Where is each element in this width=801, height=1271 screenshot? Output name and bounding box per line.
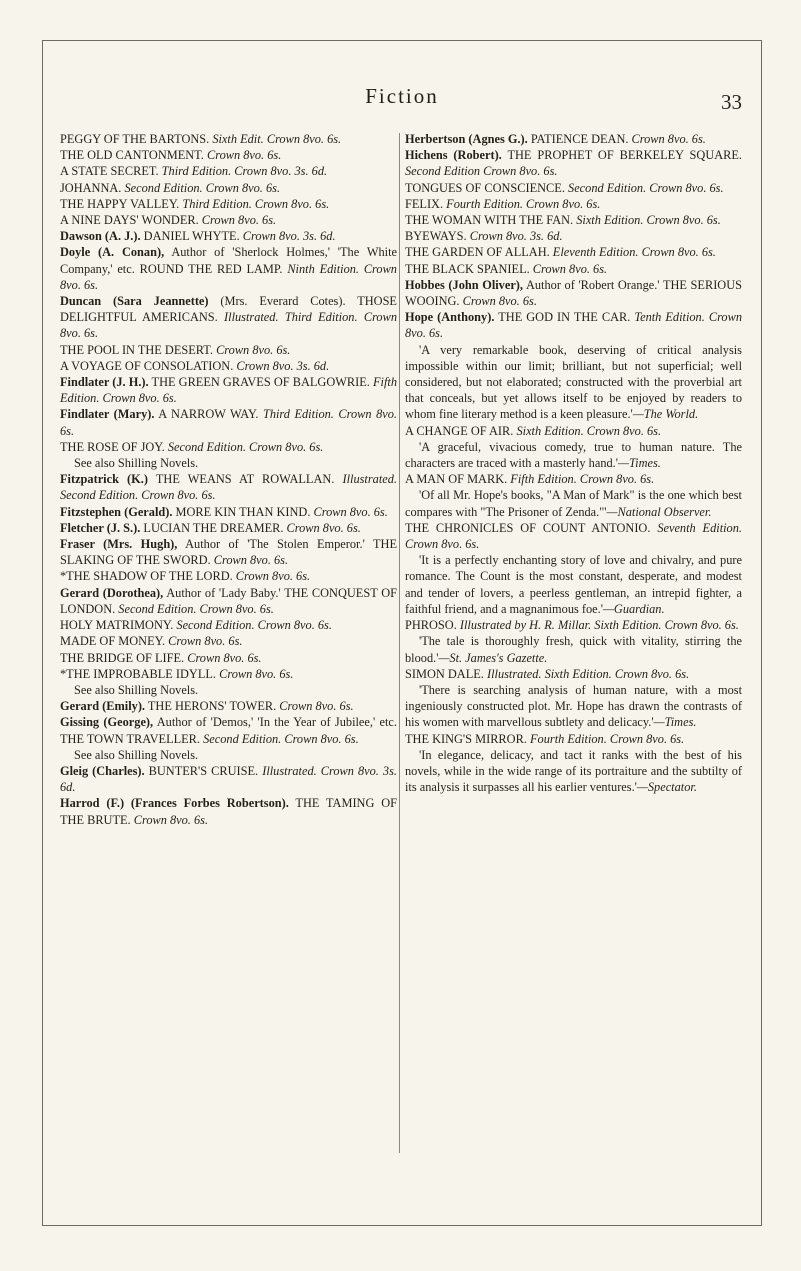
book-entry (60, 244, 397, 293)
edition-details: Crown 8vo. 6s. (279, 699, 354, 714)
edition-details: Second Edition. Crown 8vo. 6s. (124, 180, 281, 195)
see-also-note: See also Shilling Novels. (74, 682, 199, 697)
edition-details: Third Edition. Crown 8vo. 6s. (182, 196, 330, 211)
author-name: Fitzpatrick (K.) (60, 472, 148, 487)
book-entry (60, 342, 397, 358)
edition-details: Crown 8vo. 6s. (631, 132, 706, 146)
edition-details: Crown 8vo. 6s. (213, 553, 289, 568)
author-name: Fraser (Mrs. Hugh), (60, 537, 178, 552)
review-quote (405, 439, 742, 471)
book-entry (60, 666, 397, 682)
edition-details: Ninth Edition. Crown 8vo. 6s. (60, 261, 397, 292)
edition-details: Crown 8vo. 6s. (187, 650, 262, 665)
right-column (405, 131, 742, 795)
author-note: Author of 'The Stolen Emperor.' (185, 537, 365, 552)
author-name: Gerard (Emily). (60, 699, 146, 714)
edition-details: Crown 8vo. 6s. (216, 342, 291, 357)
book-entry (405, 180, 742, 196)
book-title: A NINE DAYS' WONDER. (60, 213, 199, 228)
edition-details: Fourth Edition. Crown 8vo. 6s. (446, 196, 601, 211)
review-source: —Times. (653, 715, 697, 730)
book-title: THE TOWN TRAVELLER. (60, 731, 201, 746)
book-title: ROUND THE RED LAMP. (139, 261, 283, 276)
book-title: HOLY MATRIMONY. (60, 618, 174, 633)
book-title: THE KING'S MIRROR. (405, 731, 527, 746)
book-entry (60, 163, 397, 179)
author-name: Gleig (Charles). (60, 763, 145, 778)
book-entry (60, 568, 397, 584)
book-title: TONGUES OF CONSCIENCE. (405, 180, 565, 195)
edition-details: Illustrated by H. R. Millar. Sixth Edition. Crown 8vo. 6s. (459, 618, 739, 633)
author-name: Doyle (A. Conan), (60, 245, 165, 260)
book-title: PEGGY OF THE BARTONS. (60, 132, 210, 146)
book-title: THE TAMING OF THE BRUTE. (60, 796, 397, 827)
book-entry (405, 423, 742, 439)
review-quote (405, 633, 742, 665)
edition-details: Sixth Edition. Crown 8vo. 6s. (516, 423, 662, 438)
author-name: Findlater (J. H.). (60, 375, 149, 390)
book-title: SIMON DALE. (405, 666, 484, 681)
book-entry (60, 536, 397, 568)
book-title: THE GREEN GRAVES OF BALGOWRIE. (151, 375, 370, 390)
edition-details: Crown 8vo. 6s. (206, 148, 282, 163)
book-title: *THE IMPROBABLE IDYLL. (60, 666, 217, 681)
book-entry (60, 763, 397, 795)
book-title: THE GARDEN OF ALLAH. (405, 245, 550, 260)
book-entry (60, 714, 397, 746)
author-note: Author of 'Lady Baby.' (166, 585, 281, 600)
book-entry (60, 147, 397, 163)
book-entry (405, 147, 742, 179)
book-entry (60, 633, 397, 649)
book-entry (405, 244, 742, 260)
review-text: 'Of all Mr. Hope's books, "A Man of Mark" is the one which best compares with "The Prisoner of Zenda."' (405, 488, 742, 519)
edition-details: Illustrated. Second Edition. Crown 8vo. 6s. (60, 472, 398, 503)
edition-details: Illustrated. Sixth Edition. Crown 8vo. 6s. (486, 666, 690, 681)
book-title: BUNTER'S CRUISE. (148, 763, 259, 778)
book-entry (60, 131, 397, 147)
edition-details: Fifth Edition. Crown 8vo. 6s. (60, 375, 397, 406)
edition-details: Eleventh Edition. Crown 8vo. 6s. (552, 245, 716, 260)
review-text: 'There is searching analysis of human nature, with a most ingeniously constructed plot. Mr. Hope has drawn the contrasts of his women with marvellous subtlety and delicacy.' (405, 682, 742, 730)
book-entry (60, 698, 397, 714)
book-title: JOHANNA. (60, 180, 122, 195)
review-source: —Guardian. (602, 601, 665, 616)
book-title: MORE KIN THAN KIND. (175, 504, 311, 519)
book-title: THE POOL IN THE DESERT. (60, 342, 213, 357)
book-title: DANIEL WHYTE. (143, 229, 240, 244)
edition-details: Tenth Edition. Crown 8vo. 6s. (405, 310, 742, 341)
edition-details: Second Edition Crown 8vo. 6s. (405, 164, 558, 179)
edition-details: Illustrated. Third Edition. Crown 8vo. 6s. (60, 310, 397, 341)
edition-details: Crown 8vo. 3s. 6d. (236, 358, 330, 373)
edition-details: Crown 8vo. 6s. (133, 812, 209, 827)
book-entry (405, 261, 742, 277)
review-text: 'A graceful, vivacious comedy, true to human nature. The characters are traced with a masterly hand.' (405, 439, 742, 471)
edition-details: Seventh Edition. Crown 8vo. 6s. (405, 520, 742, 552)
book-entry (405, 520, 742, 552)
book-title: THE HAPPY VALLEY. (60, 196, 180, 211)
author-name: Hope (Anthony). (405, 310, 495, 325)
book-entry (60, 471, 397, 503)
book-entry (60, 374, 397, 406)
review-source: —St. James's Gazette. (438, 650, 548, 665)
review-text: 'The tale is thoroughly fresh, quick with vitality, stirring the blood.' (405, 634, 742, 665)
edition-details: Crown 8vo. 3s. 6d. (242, 229, 336, 244)
book-entry (60, 795, 397, 827)
book-entry (60, 520, 397, 536)
author-name: Harrod (F.) (Frances Forbes Robertson). (60, 796, 289, 811)
author-name: Findlater (Mary). (60, 407, 155, 422)
book-entry (60, 358, 397, 374)
column-divider (399, 133, 400, 1153)
author-name: Fletcher (J. S.). (60, 520, 141, 535)
book-entry (405, 666, 742, 682)
author-name: Hobbes (John Oliver), (405, 277, 523, 292)
book-entry (405, 228, 742, 244)
book-entry (60, 585, 397, 617)
edition-details: Crown 8vo. 6s. (168, 634, 243, 649)
book-entry (405, 309, 742, 341)
edition-details: Second Edition. Crown 8vo. 6s. (176, 618, 332, 633)
edition-details: Crown 8vo. 6s. (235, 569, 311, 584)
book-title: THOSE DELIGHTFUL AMERICANS. (60, 294, 397, 325)
author-name: Duncan (Sara Jeannette) (60, 294, 209, 309)
book-entry (60, 650, 397, 666)
review-quote (405, 682, 742, 731)
author-name: Fitzstephen (Gerald). (60, 504, 173, 519)
see-also-note: See also Shilling Novels. (74, 747, 199, 762)
book-entry (60, 293, 397, 342)
edition-details: Fifth Edition. Crown 8vo. 6s. (510, 472, 655, 487)
book-title: THE BLACK SPANIEL. (405, 261, 530, 276)
page-number: 33 (721, 90, 742, 114)
review-quote (405, 747, 742, 796)
book-title: LUCIAN THE DREAMER. (143, 520, 284, 535)
edition-details: Crown 8vo. 3s. 6d. (469, 229, 563, 244)
book-entry (60, 439, 397, 455)
book-title: A VOYAGE OF CONSOLATION. (60, 358, 234, 373)
edition-details: Sixth Edit. Crown 8vo. 6s. (212, 132, 342, 146)
edition-details: Second Edition. Crown 8vo. 6s. (203, 731, 359, 746)
book-entry (405, 731, 742, 747)
edition-details: Crown 8vo. 6s. (201, 213, 277, 228)
review-source: —Times. (617, 456, 661, 471)
edition-details: Second Edition. Crown 8vo. 6s. (118, 601, 274, 616)
book-title: BYEWAYS. (405, 229, 467, 244)
author-name: Herbertson (Agnes G.). (405, 132, 528, 146)
left-column (60, 131, 397, 828)
book-title: THE SLAKING OF THE SWORD. (60, 537, 398, 568)
author-name: Gissing (George), (60, 715, 154, 730)
book-title: THE OLD CANTONMENT. (60, 148, 204, 163)
edition-details: Second Edition. Crown 8vo. 6s. (568, 180, 724, 195)
review-quote (405, 342, 742, 423)
book-entry (60, 617, 397, 633)
book-title: THE SERIOUS WOOING. (405, 277, 742, 309)
book-title: A MAN OF MARK. (405, 472, 508, 487)
book-title: THE BRIDGE OF LIFE. (60, 650, 185, 665)
review-source: —National Observer. (606, 504, 712, 519)
book-title: A STATE SECRET. (60, 164, 159, 179)
page-header (42, 84, 762, 120)
book-title: MADE OF MONEY. (60, 634, 166, 649)
book-title: THE GOD IN THE CAR. (498, 310, 631, 325)
book-entry (60, 228, 397, 244)
review-quote (405, 487, 742, 519)
edition-details: Third Edition. Crown 8vo. 3s. 6d. (161, 164, 328, 179)
book-entry (60, 196, 397, 212)
book-entry (405, 277, 742, 309)
review-source: —Spectator. (636, 780, 697, 795)
edition-details: Crown 8vo. 6s. (219, 666, 294, 681)
author-name: Dawson (A. J.). (60, 229, 141, 244)
author-name: Gerard (Dorothea), (60, 585, 164, 600)
review-text: 'It is a perfectly enchanting story of love and chivalry, and pure romance. The Count is the most constant, desperate, and modest and tender of lovers, a peerless gentleman, an intrepid fighter, a faithful friend, and a magnanimous foe.' (405, 553, 742, 616)
author-note: Author of 'Demos,' 'In the Year of Jubilee,' etc. (156, 715, 397, 730)
running-title: Fiction (365, 84, 439, 108)
book-title: *THE SHADOW OF THE LORD. (60, 569, 233, 584)
book-title: THE HERONS' TOWER. (147, 699, 277, 714)
book-entry (405, 617, 742, 633)
edition-details: Crown 8vo. 6s. (286, 520, 361, 535)
book-title: PATIENCE DEAN. (530, 132, 629, 146)
book-title: FELIX. (405, 196, 444, 211)
review-text: 'In elegance, delicacy, and tact it ranks with the best of his novels, while in the wide range of its portraiture and the subtilty of its analysis it surpasses all his earlier ventures.' (405, 747, 742, 795)
book-entry (60, 406, 397, 438)
edition-details: Crown 8vo. 6s. (532, 261, 608, 276)
edition-details: Illustrated. Crown 8vo. 3s. 6d. (60, 763, 397, 795)
book-title: THE PROPHET OF BERKELEY SQUARE. (507, 148, 743, 163)
book-title: THE WEANS AT ROWALLAN. (155, 472, 335, 487)
book-title: THE ROSE OF JOY. (60, 439, 165, 454)
edition-details: Sixth Edition. Crown 8vo. 6s. (576, 213, 721, 228)
edition-details: Crown 8vo. 6s. (313, 504, 388, 519)
book-entry (405, 196, 742, 212)
edition-details: Third Edition. Crown 8vo. 6s. (60, 407, 397, 438)
book-entry (60, 504, 397, 520)
review-source: —The World. (632, 407, 699, 422)
book-entry (405, 131, 742, 147)
book-entry (405, 471, 742, 487)
edition-details: Crown 8vo. 6s. (462, 294, 537, 309)
edition-details: Fourth Edition. Crown 8vo. 6s. (530, 731, 685, 746)
review-text: 'A very remarkable book, deserving of critical analysis impossible within our limit; brilliant, but not superficial; well considered, but not elaborated; constructed with the proverbial art that conceals, but yet allows itself to be enjoyed by readers to whom fine literary method is a keen pleasure.' (405, 342, 742, 422)
author-note: (Mrs. Everard Cotes). (220, 294, 346, 309)
review-quote (405, 552, 742, 617)
book-title: THE CONQUEST OF LONDON. (60, 585, 397, 616)
see-also-note: See also Shilling Novels. (74, 456, 199, 471)
book-title: THE WOMAN WITH THE FAN. (405, 213, 574, 228)
author-name: Hichens (Robert). (405, 148, 502, 163)
book-title: THE CHRONICLES OF COUNT ANTONIO. (405, 520, 651, 535)
book-title: A NARROW WAY. (158, 407, 259, 422)
book-entry (60, 180, 397, 196)
book-title: A CHANGE OF AIR. (405, 423, 514, 438)
book-entry (60, 212, 397, 228)
book-entry (405, 212, 742, 228)
author-note: Author of 'Robert Orange.' (525, 277, 660, 292)
author-note: Author of 'Sherlock Holmes,' 'The White Company,' etc. (60, 245, 397, 276)
edition-details: Second Edition. Crown 8vo. 6s. (167, 439, 324, 454)
book-title: PHROSO. (405, 618, 457, 633)
